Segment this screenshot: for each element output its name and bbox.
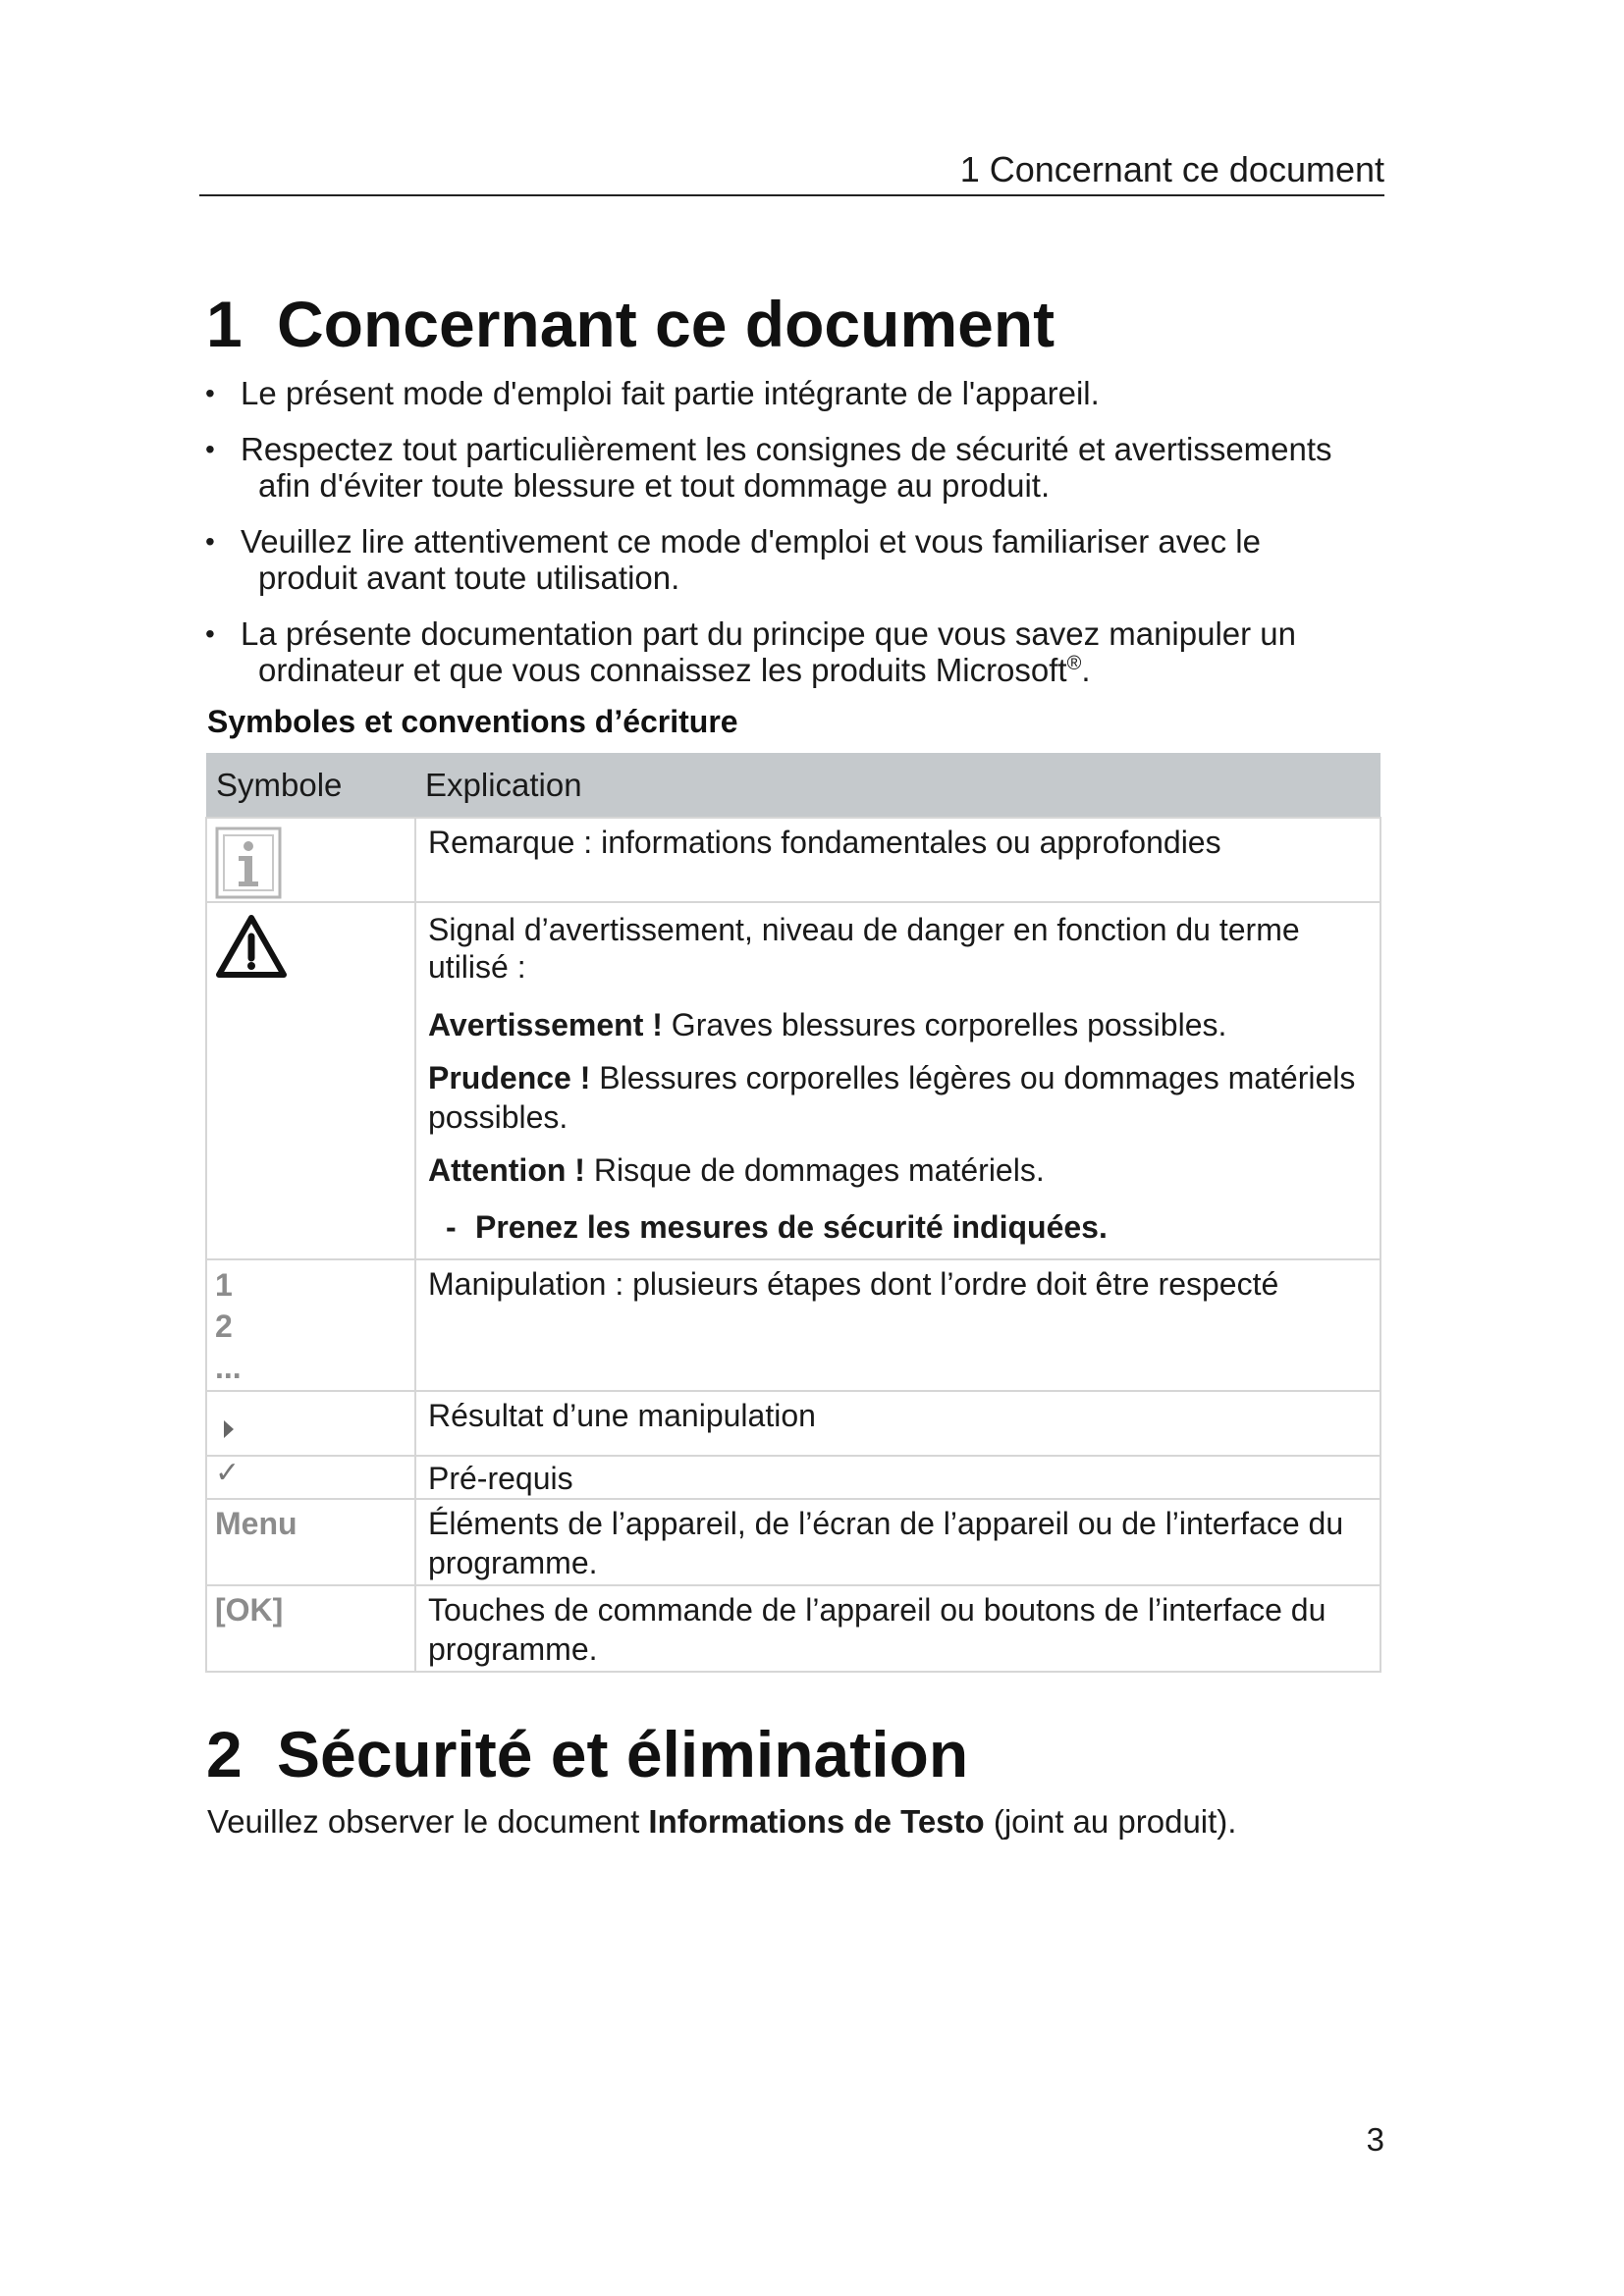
list-item <box>201 375 1389 411</box>
checkmark-icon: ✓ <box>215 1457 241 1489</box>
table-row <box>206 1499 1380 1585</box>
table-header-row <box>206 753 1380 818</box>
explanation-cell <box>415 902 1380 1259</box>
section-2-number: 2 <box>206 1718 243 1790</box>
list-item <box>201 431 1389 504</box>
paragraph-text: Veuillez observer le document <box>207 1803 649 1840</box>
bullet-line-2-tail: . <box>1081 652 1091 688</box>
symbol-cell <box>206 1585 415 1672</box>
conventions-table <box>205 753 1381 1673</box>
warning-action <box>446 1207 1368 1247</box>
paragraph-bold-text: Informations de Testo <box>648 1803 985 1840</box>
explanation-cell: Touches de commande de l’appareil ou boutons de l’interface du programme. <box>415 1585 1380 1672</box>
conventions-subheading: Symboles et conventions d’écriture <box>207 704 738 739</box>
info-icon <box>215 827 282 899</box>
warning-text: Risque de dommages matériels. <box>593 1152 1045 1188</box>
menu-symbol: Menu <box>215 1506 298 1541</box>
symbol-cell <box>206 902 415 1259</box>
explanation-cell: Pré-requis <box>415 1456 1380 1499</box>
bullet-line-1: La présente documentation part du principe que vous savez manipuler un <box>241 615 1297 652</box>
table-row <box>206 1456 1380 1499</box>
symbol-cell <box>206 1456 415 1499</box>
warning-text: Blessures corporelles légères ou dommages matériels possibles. <box>428 1060 1356 1135</box>
warning-term: Attention ! <box>428 1152 585 1188</box>
section-1-number: 1 <box>206 288 243 360</box>
section-1-title: Concernant ce document <box>277 288 1056 360</box>
list-item <box>201 615 1389 688</box>
bullet-icon: • <box>205 378 215 408</box>
bullet-line-1: Le présent mode d'emploi fait partie intégrante de l'appareil. <box>241 375 1100 411</box>
section-2-heading <box>206 1715 968 1793</box>
bullet-line-2 <box>241 652 1389 688</box>
symbol-cell <box>206 1391 415 1456</box>
table-row <box>206 1259 1380 1391</box>
step-number-2: 2 <box>215 1308 233 1344</box>
running-header: 1 Concernant ce document <box>959 149 1384 189</box>
explanation-cell: Remarque : informations fondamentales ou approfondies <box>415 818 1380 902</box>
explanation-cell: Éléments de l’appareil, de l’écran de l’appareil ou de l’interface du programme. <box>415 1499 1380 1585</box>
list-item <box>201 523 1389 596</box>
bullet-line-2: afin d'éviter toute blessure et tout dommage au produit. <box>258 467 1051 504</box>
table-row <box>206 1585 1380 1672</box>
warning-term: Prudence ! <box>428 1060 591 1095</box>
warning-level-attention <box>428 1150 1368 1190</box>
bullet-line-2: produit avant toute utilisation. <box>258 560 680 596</box>
explanation-cell: Résultat d’une manipulation <box>415 1391 1380 1456</box>
bullet-line-1: Respectez tout particulièrement les consignes de sécurité et avertissements <box>241 431 1332 467</box>
warning-level-prudence <box>428 1058 1368 1137</box>
registered-mark: ® <box>1066 653 1082 674</box>
table-row <box>206 902 1380 1259</box>
explanation-cell: Manipulation : plusieurs étapes dont l’ordre doit être respecté <box>415 1259 1380 1391</box>
symbol-cell <box>206 1499 415 1585</box>
bullet-icon: • <box>205 618 215 649</box>
warning-icon <box>215 913 288 980</box>
symbol-cell <box>206 818 415 902</box>
bullet-line-1: Veuillez lire attentivement ce mode d'emploi et vous familiariser avec le <box>241 523 1261 560</box>
warning-level-avertissement <box>428 1005 1368 1044</box>
warning-text: Graves blessures corporelles possibles. <box>671 1007 1227 1042</box>
step-ellipsis: ... <box>215 1350 242 1385</box>
bullet-line-2-text: ordinateur et que vous connaissez les produits Microsoft <box>258 652 1067 688</box>
paragraph-text-end: (joint au produit). <box>984 1803 1237 1840</box>
warning-intro: Signal d’avertissement, niveau de danger en fonction du terme utilisé : <box>428 912 1300 985</box>
section-2-paragraph <box>207 1802 1236 1842</box>
action-text: Prenez les mesures de sécurité indiquées. <box>475 1209 1108 1245</box>
step-number-1: 1 <box>215 1267 233 1303</box>
page-number: 3 <box>1366 2121 1384 2158</box>
bullet-icon: • <box>205 526 215 557</box>
section-1-heading <box>206 285 1055 363</box>
table-row <box>206 818 1380 902</box>
action-dash: - <box>446 1209 457 1245</box>
symbol-cell <box>206 1259 415 1391</box>
ok-symbol: [OK] <box>215 1592 284 1628</box>
warning-term: Avertissement ! <box>428 1007 663 1042</box>
intro-bullet-list <box>201 375 1389 708</box>
header-rule <box>199 194 1384 196</box>
bullet-icon: • <box>205 434 215 464</box>
triangle-right-icon <box>221 1417 237 1441</box>
table-row <box>206 1391 1380 1456</box>
column-header-explanation: Explication <box>415 753 1380 818</box>
section-2-title: Sécurité et élimination <box>277 1718 969 1790</box>
column-header-symbol: Symbole <box>206 753 415 818</box>
